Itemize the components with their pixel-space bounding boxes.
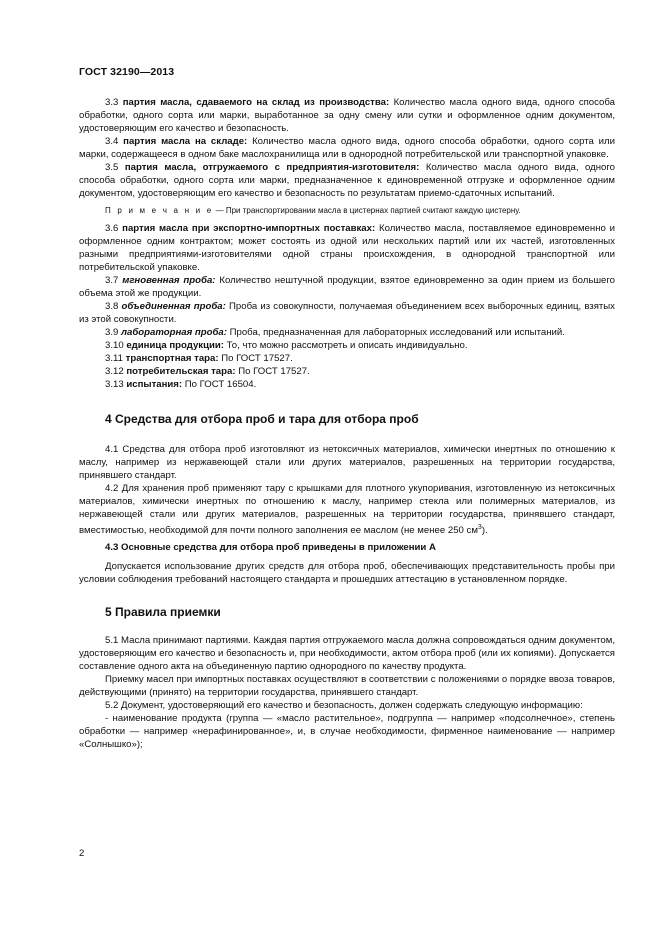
- section-4-heading: 4 Средства для отбора проб и тара для отбора проб: [105, 412, 419, 426]
- clause-4-3-text: Допускается использование других средств для отбора проб, обеспечивающих представительность пробы при условии соблюдения требований настоящего стандарта и прошедших аттестацию в установленном порядке.: [79, 561, 615, 586]
- clause-term: испытания:: [126, 379, 183, 390]
- clause-text: Количество масла одного вида, одного способа обработки, одного сорта или марки, выработанное за одну смену или сутки и оформленное одним документом, удостоверяющим его качество и безопасность.: [79, 97, 615, 134]
- note: [79, 205, 615, 216]
- clause-term: мгновенная проба:: [122, 275, 216, 286]
- clause-5-1: 5.1 Масла принимают партиями. Каждая партия отгружаемого масла должна сопровождаться одним документом, удостоверяющим его качество и безопасность и, при необходимости, актом отбора проб (или их копиями). Допускается составление одного акта на объединенную партию однородного по качеству продукта.: [79, 635, 615, 673]
- clause-term: объединенная проба:: [121, 301, 226, 312]
- note-text: — При транспортировании масла в цистернах партией считают каждую цистерну.: [213, 206, 521, 215]
- clause-4-2: [79, 482, 615, 537]
- clause-4-3: 4.3 Основные средства для отбора проб приведены в приложении А: [105, 542, 436, 554]
- clause-number: 3.5: [105, 162, 125, 173]
- clause-number: 3.3: [105, 97, 123, 108]
- note-label: П р и м е ч а н и е: [105, 206, 214, 215]
- clause-term: партия масла, сдаваемого на склад из производства:: [122, 97, 390, 108]
- clause-3-3: [79, 96, 615, 135]
- clause-number: 3.11: [105, 353, 126, 364]
- clause-number: 3.6: [105, 223, 123, 234]
- clause-3-12: [79, 365, 615, 378]
- clause-text: 4.2 Для хранения проб применяют тару с крышками для плотного укупоривания, изготовленную из нетоксичных материалов, химически инертных по отношению к маслу, например стекла или полимерных материалов, из нержавеющей стали или других материалов, разрешенных на территории государства, принявшего стандарт, вместимостью, необходимой для почти полного заполнения ее маслом (не менее 250 см: [79, 483, 615, 537]
- clause-number: 3.12: [105, 366, 127, 377]
- clause-5-2-item: - наименование продукта (группа — «масло растительное», подгруппа — например «подсолнечное», степень обработки — например «нерафинированное», и, в случае необходимости, фирменное наименование — например «Солнышко»);: [79, 713, 615, 751]
- clause-number: 3.9: [105, 327, 122, 338]
- clause-3-7: [79, 274, 615, 300]
- clause-term: партия масла, отгружаемого с предприятия-изготовителя:: [124, 162, 420, 173]
- clause-number: 3.4: [105, 136, 124, 147]
- clause-text: То, что можно рассмотреть и описать индивидуально.: [224, 340, 468, 351]
- clause-text: Количество масла одного вида, одного способа обработки, одного сорта или марки, содержащееся в одном баке маслохранилища или в однородной потребительской или транспортной упаковке.: [79, 136, 615, 160]
- clause-3-9: [79, 326, 615, 339]
- superscript: 3: [477, 524, 482, 531]
- clause-5-2: 5.2 Документ, удостоверяющий его качество и безопасность, должен содержать следующую информацию:: [105, 700, 583, 712]
- clause-4-1: 4.1 Средства для отбора проб изготовляют из нетоксичных материалов, химически инертных по отношению к маслу, например из нержавеющей стали или других материалов, разрешенных на территории государства, принявшего стандарт.: [79, 444, 615, 481]
- clause-number: 3.7: [105, 275, 123, 286]
- clause-term: потребительская тара:: [126, 366, 236, 377]
- clause-text: Количество масла одного вида, одного способа обработки, одного сорта или марки, предназначенное к единовременной отгрузке и оформленное одним документом, удостоверяющим его качество и безопасность по результатам приемо-сдаточных испытаний.: [79, 162, 615, 199]
- clause-3-8: [79, 300, 615, 326]
- clause-3-4: [79, 135, 615, 161]
- page-content: [79, 96, 615, 751]
- clause-3-6: [79, 222, 615, 274]
- clause-3-11: [79, 352, 615, 365]
- section-5-heading: 5 Правила приемки: [105, 605, 221, 620]
- clause-3-10: [79, 339, 615, 352]
- clause-text: Проба из совокупности, получаемая объединением всех выборочных единиц, взятых из этой совокупности.: [79, 301, 615, 325]
- clause-number: 3.10: [105, 340, 127, 351]
- clause-term: партия масла на складе:: [123, 136, 248, 147]
- clause-text: По ГОСТ 17527.: [235, 366, 310, 377]
- clause-text: Проба, предназначенная для лабораторных исследований или испытаний.: [226, 327, 565, 338]
- clause-text: По ГОСТ 16504.: [182, 379, 257, 390]
- clause-text: Количество масла, поставляемое единовременно и оформленное одним контрактом; может состоять из одной или нескольких партий или их частей, изготовленных разными предприятиями-изготовителями одной страны происхождения, в однородной транспортной или потребительской упаковке.: [79, 223, 615, 273]
- clause-text: Количество нештучной продукции, взятое единовременно за один прием из большего объема этой же продукции.: [79, 275, 615, 299]
- page-number: 2: [79, 848, 85, 859]
- clause-number: 3.8: [105, 301, 122, 312]
- page-header: ГОСТ 32190—2013: [79, 66, 175, 78]
- clause-term: единица продукции:: [126, 340, 224, 351]
- clause-text: По ГОСТ 17527.: [218, 353, 293, 364]
- clause-text-end: ).: [481, 525, 488, 537]
- clause-3-5: [79, 161, 615, 200]
- clause-number: 3.13: [105, 379, 127, 390]
- clause-term: партия масла при экспортно-импортных поставках:: [122, 223, 376, 234]
- clause-term: транспортная тара:: [125, 353, 219, 364]
- clause-3-13: [79, 378, 615, 391]
- clause-5-1-import: Приемку масел при импортных поставках осуществляют в соответствии с положениями о порядке ввоза товаров, действующими (принято) на территории государства, принявшего стандарт.: [79, 674, 615, 699]
- clause-term: лабораторная проба:: [121, 327, 227, 338]
